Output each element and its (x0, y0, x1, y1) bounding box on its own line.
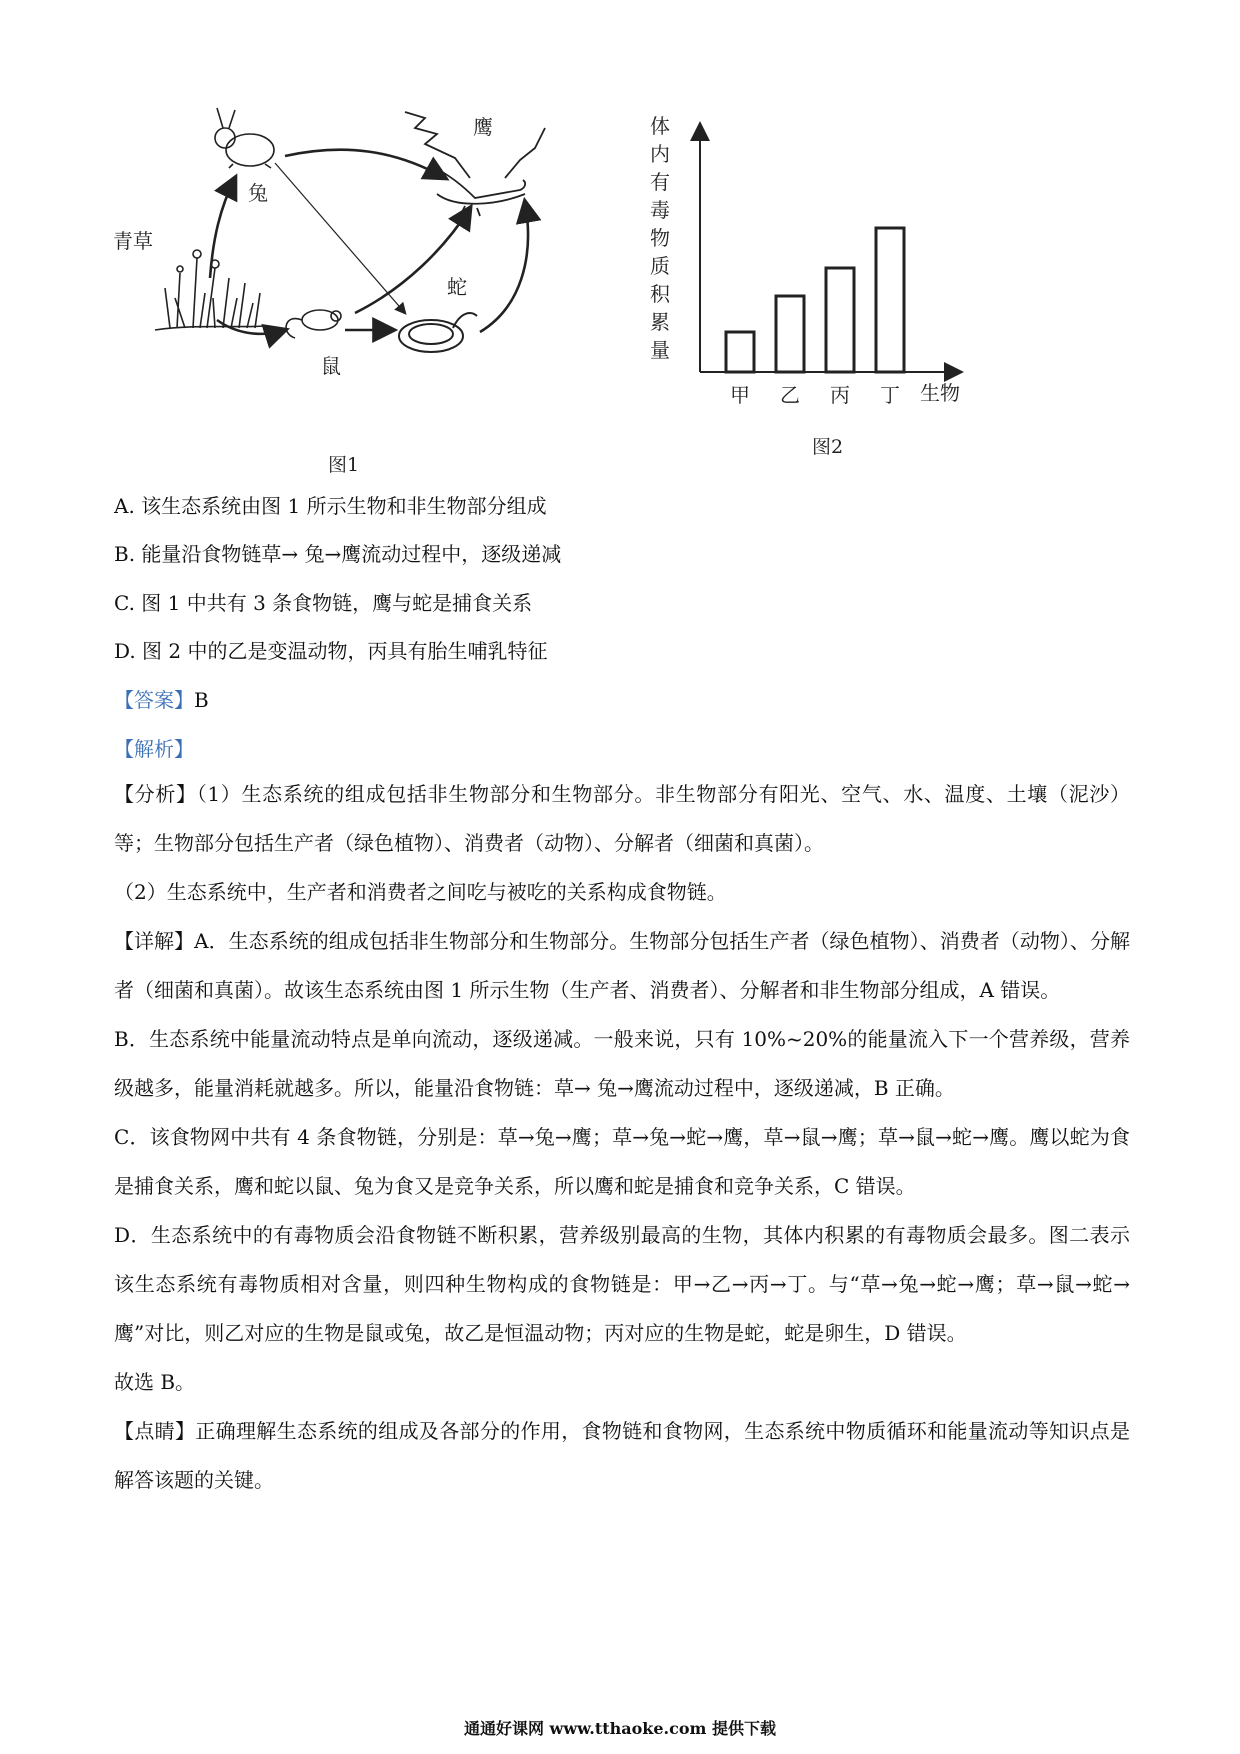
eagle-label: 鹰 (473, 115, 493, 139)
answer-line (114, 686, 209, 714)
detail-paragraph-b: B．生态系统中能量流动特点是单向流动，逐级递减。一般来说，只有 10%~20%的能量流入下一个营养级，营养级越多，能量消耗就越多。所以，能量沿食物链：草→ 兔→鹰流动过程中，逐级递减，B 正确。 (114, 1027, 1130, 1100)
fenxi-tag: 【分析】 (114, 782, 197, 806)
option-b: B. 能量沿食物链草→ 兔→鹰流动过程中，逐级递减 (114, 542, 562, 566)
figure1-caption: 图1 (328, 454, 360, 476)
mouse-label: 鼠 (321, 354, 341, 378)
detail-paragraph-c: C．该食物网中共有 4 条食物链，分别是：草→兔→鹰；草→兔→蛇→鹰，草→鼠→鹰；草→鼠→蛇→鹰。鹰以蛇为食是捕食关系，鹰和蛇以鼠、兔为食又是竞争关系，所以鹰和蛇是捕食和竞争关系，C 错误。 (114, 1125, 1130, 1198)
bar-3 (826, 268, 854, 372)
dianjing-paragraph (114, 1407, 1130, 1505)
snake-illustration (399, 313, 477, 352)
x-tick-label: 丁 (880, 383, 900, 407)
figure2-caption: 图2 (812, 436, 844, 458)
option-c: C. 图 1 中共有 3 条食物链，鹰与蛇是捕食关系 (114, 591, 533, 615)
y-axis-label-char: 累 (650, 310, 670, 334)
detail-paragraph-d: D．生态系统中的有毒物质会沿食物链不断积累，营养级别最高的生物，其体内积累的有毒物质会最多。图二表示该生态系统有毒物质相对含量，则四种生物构成的食物链是：甲→乙→丙→丁。与“草→兔→蛇→鹰；草→鼠→蛇→鹰”对比，则乙对应的生物是鼠或兔，故乙是恒温动物；丙对应的生物是蛇，蛇是卵生，D 错误。 (114, 1223, 1130, 1345)
y-axis-label-char: 积 (650, 282, 670, 306)
footer-source: 通通好课网 www.tthaoke.com 提供下载 (463, 1719, 777, 1738)
fenxi-p1: （1）生态系统的组成包括非生物部分和生物部分。非生物部分有阳光、空气、水、温度、土壤（泥沙）等；生物部分包括生产者（绿色植物）、消费者（动物）、分解者（细菌和真菌）。 (114, 782, 1130, 855)
rabbit-label: 兔 (248, 181, 268, 205)
y-axis-label-char: 质 (650, 254, 670, 278)
bar-2 (776, 296, 804, 372)
mouse-illustration (286, 310, 341, 338)
y-axis-label-char: 量 (650, 338, 670, 362)
dianjing-tag: 【点睛】 (114, 1419, 196, 1443)
x-tick-label: 乙 (780, 383, 800, 407)
food-web-figure (113, 98, 595, 478)
detail-paragraph-a (114, 917, 1130, 1015)
option-a: A. 该生态系统由图 1 所示生物和非生物部分组成 (114, 494, 547, 518)
detail-tag: 【详解】 (114, 929, 195, 953)
detail-a: A．生态系统的组成包括非生物部分和生物部分。生物部分包括生产者（绿色植物）、消费者（动物）、分解者（细菌和真菌）。故该生态系统由图 1 所示生物（生产者、消费者）、分解者和非生物部分组成，A 错误。 (114, 929, 1130, 1002)
analysis-tag: 【解析】 (114, 737, 194, 761)
option-d: D. 图 2 中的乙是变温动物，丙具有胎生哺乳特征 (114, 639, 548, 663)
x-tick-label: 甲 (730, 383, 750, 407)
bar-4 (876, 228, 904, 372)
grass-illustration (155, 250, 265, 330)
y-axis-label-char: 内 (650, 142, 670, 166)
answer-tag: 【答案】 (114, 688, 194, 712)
analysis-section (114, 770, 1130, 1505)
bar-1 (726, 332, 754, 372)
rabbit-illustration (215, 108, 274, 168)
dianjing-text: 正确理解生态系统的组成及各部分的作用，食物链和食物网，生态系统中物质循环和能量流动等知识点是解答该题的关键。 (114, 1419, 1131, 1492)
y-axis-label-char: 体 (650, 114, 670, 138)
fenxi-paragraph-1 (114, 770, 1130, 868)
conclusion: 故选 B。 (114, 1370, 196, 1394)
y-axis-label-char: 物 (650, 226, 670, 250)
x-axis-label: 生物 (920, 381, 960, 405)
fenxi-paragraph-2: （2）生态系统中，生产者和消费者之间吃与被吃的关系构成食物链。 (114, 880, 727, 904)
toxin-bar-chart (650, 115, 990, 465)
y-axis-label-char: 毒 (650, 198, 670, 222)
y-axis-label (650, 114, 671, 362)
grass-label: 青草 (113, 229, 153, 253)
snake-label: 蛇 (447, 275, 467, 299)
y-axis-label-char: 有 (650, 170, 670, 194)
answer-value: B (194, 688, 209, 712)
x-tick-label: 丙 (830, 383, 850, 407)
